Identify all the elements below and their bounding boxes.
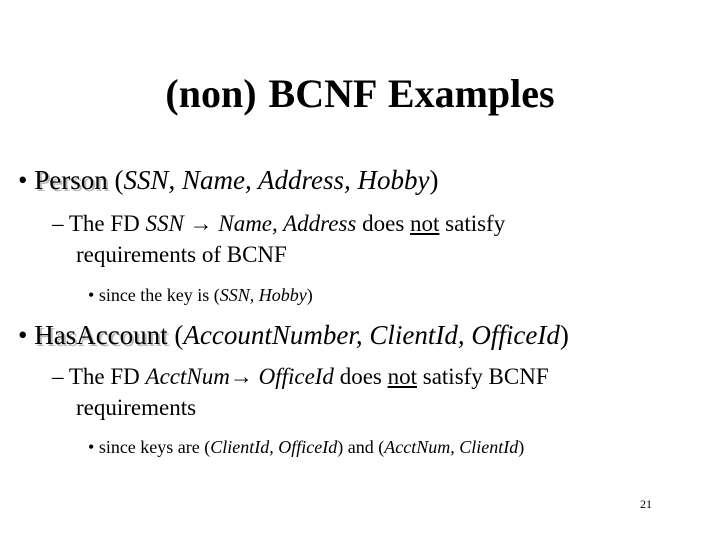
key-attributes: ClientId, OfficeId [210,437,338,457]
relation-attributes: SSN, Name, Address, Hobby [123,165,430,195]
note-item [88,285,313,306]
note-item [88,437,524,458]
relation-name: HasAccount [34,320,168,350]
bullet: • [88,285,95,305]
sub-item-fd [52,211,505,237]
close-paren: ) [429,165,439,195]
fd-prefix: The FD [68,364,146,389]
bullet: • [88,437,95,457]
sub-item-continuation: requirements [76,395,197,420]
note-text-end: ) [518,437,525,457]
key-attributes: SSN, Hobby [219,285,307,305]
page-number: 21 [640,497,652,511]
close-paren: ) [559,320,569,350]
relation-attributes: AccountNumber, ClientId, OfficeId [183,320,560,350]
note-text: since the key is ( [98,285,220,305]
sub-item-fd [52,364,549,390]
fd-middle: does [333,364,388,389]
open-paren: ( [167,320,184,350]
bullet: • [18,320,28,350]
slide-title: (non) BCNF Examples [165,71,555,116]
fd-rhs: OfficeId [258,364,334,389]
negation: not [410,211,440,236]
arrow-icon: → [183,211,219,236]
note-text-end: ) [306,285,313,305]
relation-name: Person [34,165,108,195]
fd-suffix: satisfy [439,211,506,236]
sub-item-continuation: requirements of BCNF [76,242,287,267]
arrow-icon: → [229,364,259,389]
fd-prefix: The FD [68,211,146,236]
open-paren: ( [107,165,124,195]
bullet: • [18,165,28,195]
fd-lhs: AcctNum [145,364,230,389]
key-attributes: AcctNum, ClientId [384,437,519,457]
fd-rhs: Name, Address [218,211,357,236]
bullet-item-person [18,165,438,196]
fd-lhs: SSN [145,211,184,236]
negation: not [387,364,417,389]
dash: – [52,211,64,236]
note-text: since keys are ( [98,437,211,457]
fd-suffix: satisfy BCNF [417,364,549,389]
fd-middle: does [356,211,411,236]
note-text-middle: ) and ( [337,437,385,457]
bullet-item-hasaccount [18,320,569,351]
dash: – [52,364,64,389]
